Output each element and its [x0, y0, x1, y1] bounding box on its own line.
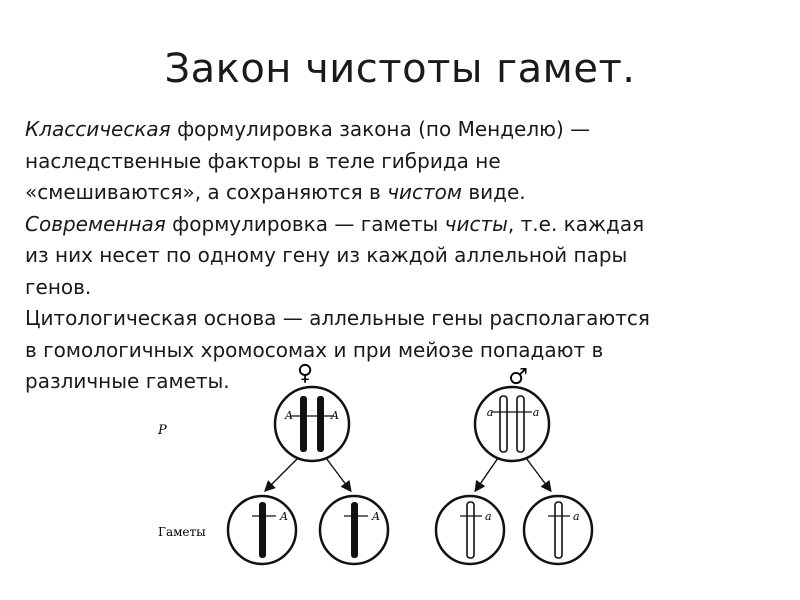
modern-line1-post: , т.е. каждая — [507, 211, 645, 236]
female-symbol: ♀ — [296, 361, 314, 386]
modern-line2: из них несет по одному гену из каждой аллельной пары — [25, 243, 628, 267]
classic-italic-lead: Классическая — [25, 117, 171, 141]
meiosis-diagram — [140, 358, 620, 598]
male-symbol: ♂ — [508, 365, 528, 390]
classic-line3-post: виде. — [461, 180, 526, 204]
allele-label: a — [532, 406, 540, 419]
gamete-cell-recessive — [436, 496, 504, 564]
gamete-cell-recessive — [524, 496, 592, 564]
allele-label: A — [280, 510, 288, 523]
male-parent-cell — [475, 365, 549, 461]
modern-line1-italic: чисты — [444, 211, 508, 236]
paragraph-modern — [25, 209, 785, 304]
arrow — [326, 458, 350, 490]
arrow — [266, 458, 298, 490]
cytology-line1: Цитологическая основа — аллельные гены располагаются — [25, 306, 650, 330]
classic-line3-italic: чистом — [387, 180, 462, 204]
page-title: Закон чистоты гамет. — [164, 46, 636, 92]
arrow — [526, 458, 550, 490]
modern-line1-mid: формулировка — гаметы — [165, 211, 445, 236]
allele-label: a — [485, 510, 492, 523]
cytology-line3: различные гаметы. — [25, 369, 230, 393]
body-text — [25, 114, 785, 398]
gamete-cell-dominant — [228, 496, 296, 564]
chromosome-recessive — [500, 396, 507, 452]
allele-label: A — [285, 409, 293, 422]
paragraph-classic — [25, 114, 785, 209]
modern-line3: генов. — [25, 274, 92, 299]
classic-line3-pre: «смешиваются», а сохраняются в — [25, 180, 388, 204]
chromosome-recessive — [517, 396, 524, 452]
allele-label: a — [486, 406, 494, 419]
row-label-parents: P — [158, 423, 167, 438]
allele-label: A — [372, 510, 380, 523]
allele-label: a — [573, 510, 580, 523]
allele-label: A — [331, 409, 339, 422]
cytology-line2: в гомологичных хромосомах и при мейозе попадают в — [25, 337, 604, 362]
chromosome-dominant — [317, 396, 324, 452]
female-parent-cell — [275, 361, 349, 461]
classic-line2: наследственные факторы в теле гибрида не — [25, 148, 501, 173]
arrow — [476, 458, 498, 490]
row-label-gametes: Гаметы — [158, 525, 206, 539]
gamete-cell-dominant — [320, 496, 388, 564]
chromosome-dominant — [300, 396, 307, 452]
modern-italic-lead: Современная — [25, 211, 166, 236]
classic-line1: формулировка закона (по Менделю) — — [170, 117, 591, 141]
